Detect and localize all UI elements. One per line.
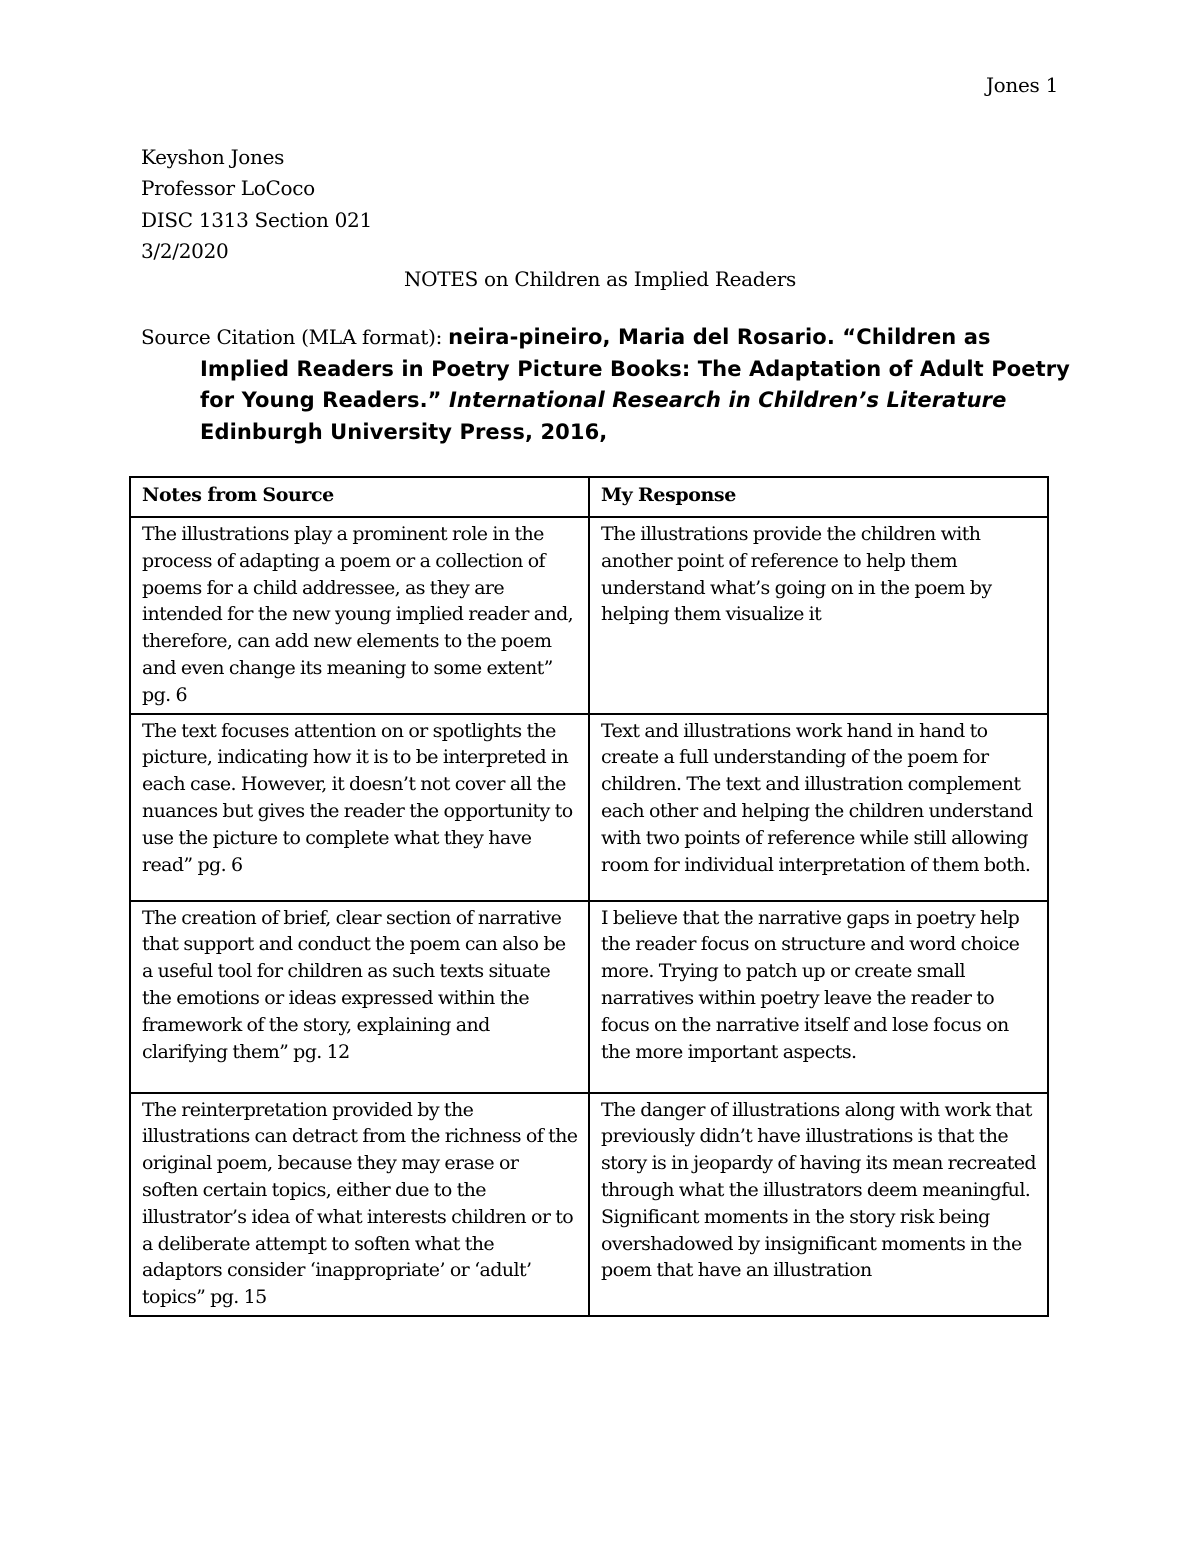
note-cell: The text focuses attention on or spotlights the picture, indicating how it is to be interpreted in each case. However, it doesn’t not cover all the nuances but gives the reader the opportunity to use the picture to complete what they have read” pg. 6 (130, 714, 589, 901)
citation-line-2 (141, 354, 1071, 386)
professor-name: Professor LoCoco (141, 176, 315, 201)
response-cell: The illustrations provide the children with another point of reference to help them understand what’s going on in the poem by helping them visualize it (589, 517, 1048, 714)
source-citation (141, 322, 1071, 448)
citation-title-continued: Implied Readers in Poetry Picture Books: The Adaptation of Adult Poetry (200, 356, 1070, 381)
table-row (130, 1093, 1048, 1316)
citation-publisher: Edinburgh University Press, 2016, (200, 419, 608, 444)
student-name: Keyshon Jones (141, 145, 285, 169)
table-row (130, 517, 1048, 714)
citation-line-1 (141, 322, 1071, 354)
notes-table (129, 476, 1049, 1317)
response-cell: Text and illustrations work hand in hand to create a full understanding of the poem for children. The text and illustration complement each other and helping the children understand with two points of reference while still allowing room for individual interpretation of them both. (589, 714, 1048, 901)
page-number-header: Jones 1 (985, 73, 1058, 97)
note-cell: The reinterpretation provided by the illustrations can detract from the richness of the original poem, because they may erase or soften certain topics, either due to the illustrator’s idea of what interests children or to a deliberate attempt to soften what the adaptors consider ‘inappropriate’ or ‘adult’ topics” pg. 15 (130, 1093, 589, 1316)
heading-block (141, 142, 372, 267)
response-cell: The danger of illustrations along with work that previously didn’t have illustrations is that the story is in jeopardy of having its mean recreated through what the illustrators deem meaningful. Significant moments in the story risk being overshadowed by insignificant moments in the poem that have an illustration (589, 1093, 1048, 1316)
document-date: 3/2/2020 (141, 238, 229, 263)
document-title: NOTES on Children as Implied Readers (403, 267, 797, 291)
course-section: DISC 1313 Section 021 (141, 207, 372, 232)
citation-line-4 (141, 417, 1071, 449)
citation-label: Source Citation (MLA format): (141, 325, 449, 349)
citation-title-end: for Young Readers.” (200, 388, 449, 413)
table-row (130, 901, 1048, 1093)
table-header-row (130, 477, 1048, 517)
column-header-response: My Response (589, 477, 1048, 517)
note-cell: The illustrations play a prominent role in the process of adapting a poem or a collection of poems for a child addressee, as they are intended for the new young implied reader and, therefore, can add new elements to the poem and even change its meaning to some extent” pg. 6 (130, 517, 589, 714)
citation-journal: International Research in Children’s Literature (449, 388, 1007, 413)
citation-line-3 (141, 385, 1071, 417)
citation-author-title-start: neira-pineiro, Maria del Rosario. “Children as (448, 325, 991, 349)
table-row (130, 714, 1048, 901)
note-cell: The creation of brief, clear section of narrative that support and conduct the poem can also be a useful tool for children as such texts situate the emotions or ideas expressed within the framework of the story, explaining and clarifying them” pg. 12 (130, 901, 589, 1093)
column-header-notes: Notes from Source (130, 477, 589, 517)
response-cell: I believe that the narrative gaps in poetry help the reader focus on structure and word choice more. Trying to patch up or create small narratives within poetry leave the reader to focus on the narrative itself and lose focus on the more important aspects. (589, 901, 1048, 1093)
